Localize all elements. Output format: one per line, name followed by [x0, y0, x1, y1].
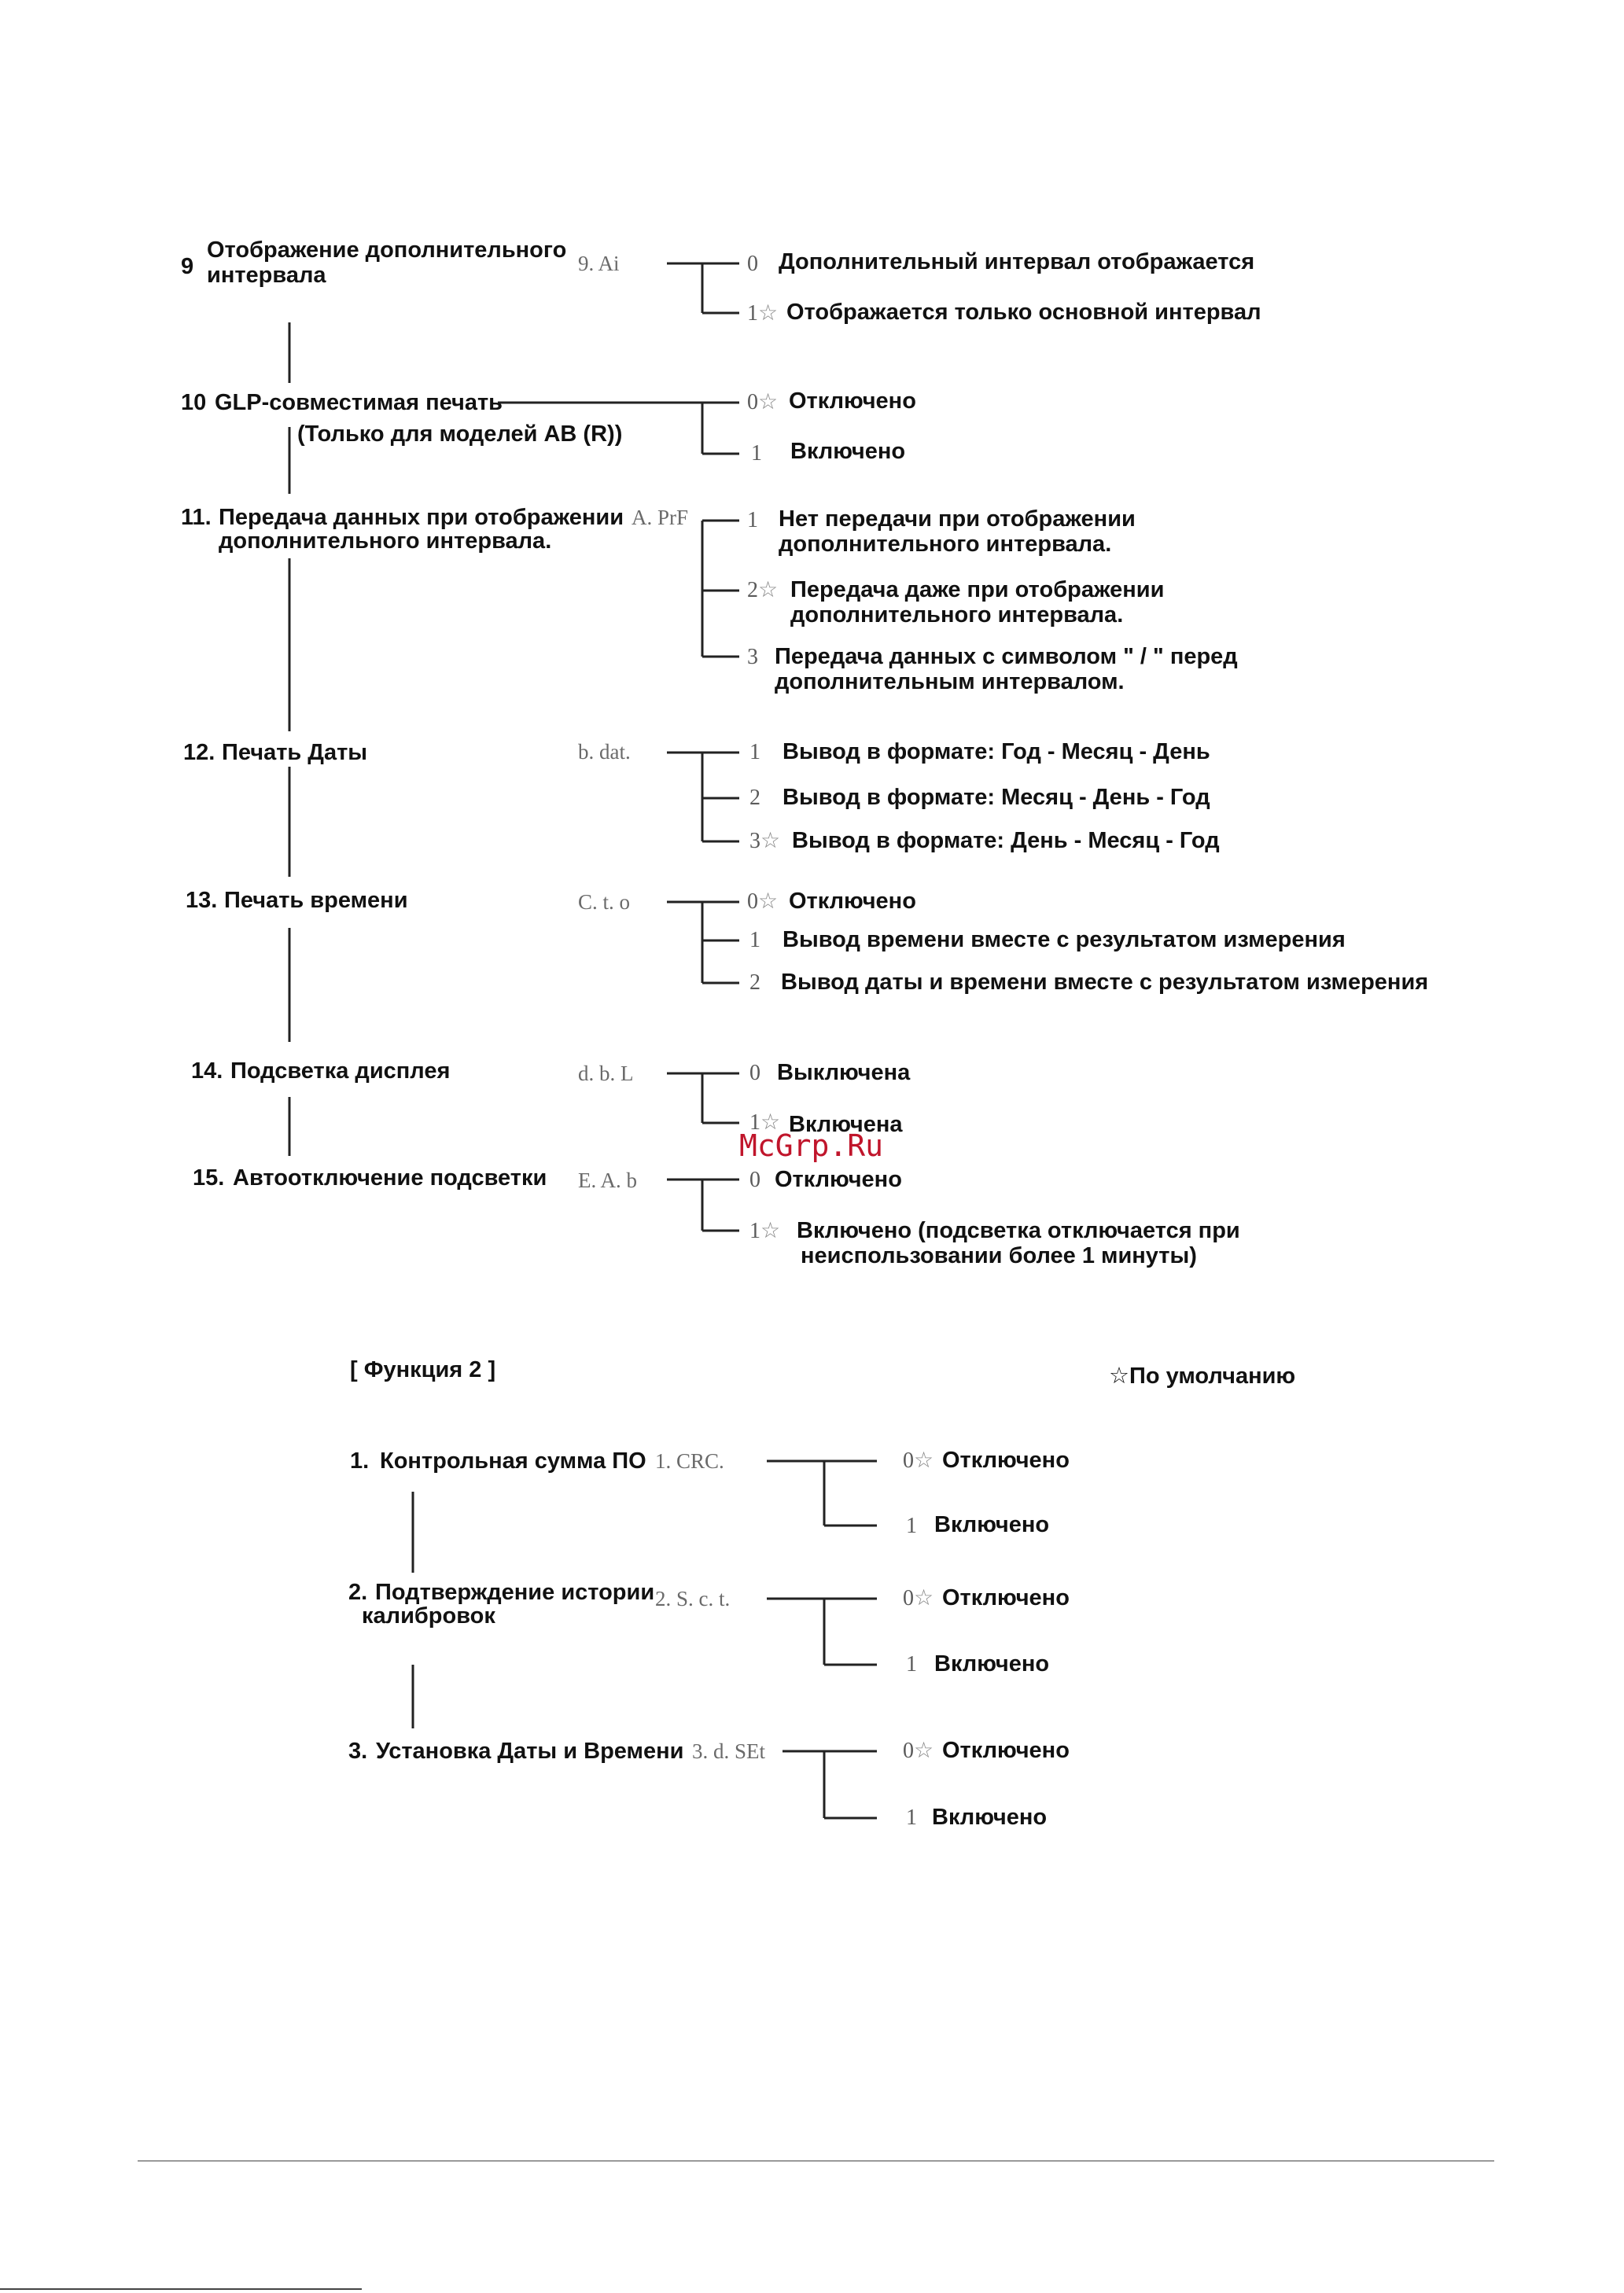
item-9-option-0-num: 0: [747, 252, 758, 276]
footer-divider: [138, 2160, 1494, 2162]
item-13-option-0-num: 0☆: [747, 889, 779, 914]
item-9-option-1-text: Отображается только основной интервал: [786, 300, 1261, 325]
default-star-icon: ☆: [760, 1219, 781, 1243]
item-15-option-1-num: 1☆: [749, 1219, 781, 1243]
f2-item-2-title-line1: Подтверждение истории: [375, 1580, 655, 1605]
item-15-option-1-text-line2: неиспользовании более 1 минуты): [801, 1243, 1197, 1268]
item-12-code: b. dat.: [578, 740, 631, 764]
f2-item-1-number: 1.: [350, 1448, 370, 1474]
item-11-title-line2: дополнительного интервала.: [219, 528, 552, 554]
default-star-icon: ☆: [914, 1739, 934, 1763]
default-star-icon: ☆: [758, 390, 779, 414]
item-11-option-2-num: 3: [747, 645, 758, 669]
item-12-option-0-text: Вывод в формате: Год - Месяц - День: [783, 739, 1210, 764]
item-11-option-1-num: 2☆: [747, 578, 779, 602]
f2-item-1-code: 1. CRC.: [655, 1449, 724, 1473]
f2-item-2-option-0-text: Отключено: [942, 1585, 1070, 1610]
default-star-icon: ☆: [760, 1110, 781, 1135]
default-star-icon: ☆: [760, 829, 781, 853]
item-10-option-1-text: Включено: [790, 439, 906, 464]
item-11-option-0-num: 1: [747, 508, 758, 532]
item-10-option-0-num: 0☆: [747, 390, 779, 414]
item-12-option-1-num: 2: [749, 786, 760, 810]
item-13-option-0-text: Отключено: [789, 889, 916, 914]
item-13-option-2-num: 2: [749, 970, 760, 995]
item-15-number: 15.: [193, 1165, 225, 1191]
item-9-option-1-num: 1☆: [747, 301, 779, 326]
item-12-option-2-text: Вывод в формате: День - Месяц - Год: [792, 828, 1220, 853]
item-9-number: 9: [181, 254, 194, 279]
item-14-title: Подсветка дисплея: [230, 1058, 451, 1084]
item-10-title-line1: GLP-совместимая печать: [215, 390, 503, 415]
item-10-number: 10: [181, 390, 207, 415]
default-star-icon: ☆: [758, 889, 779, 914]
default-star-icon: ☆: [914, 1448, 934, 1473]
default-star-icon: ☆: [758, 578, 779, 602]
item-13-title: Печать времени: [224, 888, 408, 913]
item-12-title: Печать Даты: [222, 740, 368, 765]
item-14-option-0-text: Выключена: [777, 1060, 911, 1085]
f2-item-1-option-1-text: Включено: [934, 1512, 1050, 1537]
f2-item-3-option-0-num: 0☆: [903, 1739, 934, 1763]
f2-item-3-title: Установка Даты и Времени: [376, 1739, 684, 1764]
item-11-option-1-text-line2: дополнительного интервала.: [790, 602, 1124, 628]
item-12-option-2-num: 3☆: [749, 829, 781, 853]
item-10-title-line2: (Только для моделей AB (R)): [297, 421, 623, 447]
item-13-option-1-text: Вывод времени вместе с результатом измерения: [783, 927, 1346, 952]
f2-item-3-code: 3. d. SEt: [692, 1739, 766, 1763]
item-13-code: C. t. o: [578, 890, 631, 914]
default-star-icon: ☆: [758, 301, 779, 326]
item-14-number: 14.: [191, 1058, 223, 1084]
f2-item-1-option-1-num: 1: [906, 1514, 917, 1538]
f2-item-2-number: 2.: [348, 1580, 368, 1605]
item-11-option-1-text-line1: Передача даже при отображении: [790, 577, 1165, 602]
item-14-option-1-text: Включена: [789, 1112, 903, 1137]
item-11-option-2-text-line1: Передача данных с символом " / " перед: [775, 644, 1238, 669]
item-15-option-1-text-line1: Включено (подсветка отключается при: [797, 1218, 1240, 1243]
f2-item-3-number: 3.: [348, 1739, 368, 1764]
item-15-code: E. A. b: [578, 1169, 638, 1192]
item-9-title-line2: интервала: [207, 263, 326, 288]
f2-item-2-option-0-num: 0☆: [903, 1586, 934, 1610]
f2-item-3-option-1-text: Включено: [932, 1805, 1048, 1830]
item-13-number: 13.: [186, 888, 218, 913]
item-9-code: 9. Ai: [578, 252, 620, 275]
item-11-title-line1: Передача данных при отображении: [219, 505, 624, 530]
f2-item-3-option-1-num: 1: [906, 1805, 917, 1830]
watermark: McGrp.Ru: [739, 1128, 884, 1163]
default-legend: ☆По умолчанию: [1109, 1364, 1296, 1389]
item-11-number: 11.: [181, 505, 212, 530]
item-13-option-2-text: Вывод даты и времени вместе с результатом измерения: [781, 970, 1429, 995]
f2-item-2-option-1-text: Включено: [934, 1651, 1050, 1677]
item-10-option-0-text: Отключено: [789, 388, 916, 414]
item-15-option-0-num: 0: [749, 1168, 760, 1192]
item-14-code: d. b. L: [578, 1062, 634, 1085]
f2-item-2-title-line2: калибровок: [362, 1603, 495, 1629]
item-11-code: A. PrF: [632, 506, 689, 529]
default-star-icon: ☆: [914, 1586, 934, 1610]
item-15-option-0-text: Отключено: [775, 1167, 902, 1192]
item-9-option-0-text: Дополнительный интервал отображается: [779, 249, 1255, 274]
f2-item-1-option-0-text: Отключено: [942, 1448, 1070, 1473]
item-12-option-0-num: 1: [749, 740, 760, 764]
item-14-option-1-num: 1☆: [749, 1110, 781, 1135]
f2-item-2-code: 2. S. c. t.: [655, 1587, 731, 1610]
item-12-number: 12.: [183, 740, 215, 765]
item-11-option-0-text-line1: Нет передачи при отображении: [779, 506, 1136, 532]
f2-item-3-option-0-text: Отключено: [942, 1738, 1070, 1763]
function2-title: [ Функция 2 ]: [350, 1357, 496, 1382]
item-12-option-1-text: Вывод в формате: Месяц - День - Год: [783, 785, 1210, 810]
item-11-option-2-text-line2: дополнительным интервалом.: [775, 669, 1125, 694]
item-14-option-0-num: 0: [749, 1061, 760, 1085]
item-10-option-1-num: 1: [751, 441, 762, 466]
f2-item-2-option-1-num: 1: [906, 1652, 917, 1677]
item-9-title-line1: Отображение дополнительного: [207, 237, 567, 263]
bottom-edge-line: [0, 2288, 362, 2290]
f2-item-1-option-0-num: 0☆: [903, 1448, 934, 1473]
item-11-option-0-text-line2: дополнительного интервала.: [779, 532, 1112, 557]
f2-item-1-title: Контрольная сумма ПО: [380, 1448, 646, 1474]
item-15-title: Автоотключение подсветки: [233, 1165, 547, 1191]
item-13-option-1-num: 1: [749, 928, 760, 952]
